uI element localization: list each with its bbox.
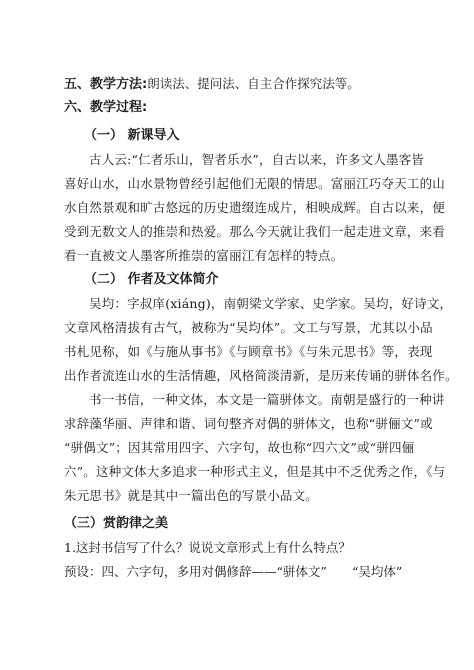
part2-para2-line-2: 求辞藻华丽、声律和谐、词句整齐对偶的骈体文，也称“骈俪文”或 [64, 416, 433, 431]
part1-line-4: 受到无数文人的推崇和热爱。那么今天就让我们一起走进文章，来看 [64, 224, 446, 239]
section5-text: 朗读法、提问法、自主合作探究法等。 [147, 76, 360, 91]
part3-preset-right: “吴均体” [352, 564, 403, 579]
part3-heading: （三）赏韵律之美 [64, 516, 169, 531]
part2-para1-line-4: 出作者流连山水的生活情趣，风格简淡清新，是历来传诵的骈体名作。 [64, 368, 458, 383]
part2-para2-line-5: 朱元思书》就是其中一篇出色的写景小品文。 [64, 488, 319, 503]
part2-para2-line-1: 书一书信，一种文体，本文是一篇骈体文。南朝是盛行的一种讲 [89, 392, 445, 407]
part2-para2-line-4: 六”。这种文体大多追求一种形式主义，但是其中不乏优秀之作，《与 [64, 464, 446, 479]
section5-heading: 五、教学方法: [64, 77, 148, 92]
part2-para1-line-2: 文章风格清拔有古气，被称为“吴均体”。文工与写景，尤其以小品 [64, 320, 433, 335]
part2-para2-line-3: “骈偶文”；因其常用四字、六字句，故也称“四六文”或“骈四俪 [64, 440, 415, 455]
part1-line-1: 古人云:“仁者乐山，智者乐水”，自古以来，许多文人墨客皆 [89, 152, 425, 167]
part1-line-2: 喜好山水，山水景物曾经引起他们无限的情思。富丽江巧夺天工的山 [64, 176, 446, 191]
part2-para1-line-1: 吴均：字叔庠(xiáng)，南朝梁文学家、史学家。吴均，好诗文， [89, 296, 453, 311]
part3-preset: 预设：四、六字句，多用对偶修辞——“骈体文” [64, 564, 327, 579]
part1-heading: （一） 新课导入 [84, 128, 180, 143]
part2-heading: （二） 作者及文体简介 [84, 272, 219, 287]
section6-heading: 六、教学过程: [64, 100, 148, 115]
part1-line-5: 看一直被文人墨客所推崇的富丽江有怎样的特点。 [64, 248, 344, 263]
part1-line-3: 水自然景观和旷古悠远的历史遗缀连成片，相映成辉。自古以来，便 [64, 200, 446, 215]
part2-para1-line-3: 书札见称，如《与施从事书》《与顾章书》《与朱元思书》等，表现 [64, 344, 433, 359]
part3-question-1: 1.这封书信写了什么？说说文章形式上有什么特点？ [64, 540, 351, 555]
section5-line [64, 76, 360, 93]
